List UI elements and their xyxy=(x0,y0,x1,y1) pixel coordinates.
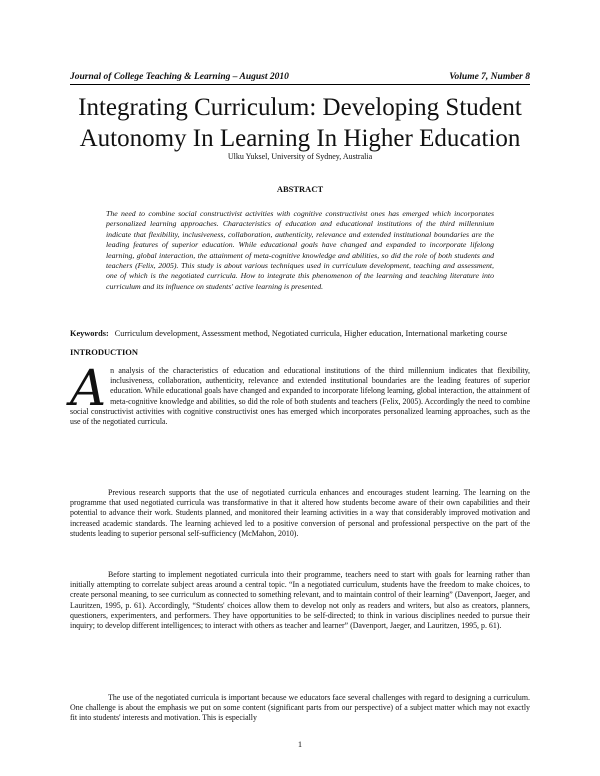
journal-name: Journal of College Teaching & Learning – August 2010 xyxy=(70,72,289,82)
drop-cap: A xyxy=(70,359,107,417)
abstract-heading: ABSTRACT xyxy=(276,184,324,194)
page-number: 1 xyxy=(297,739,303,749)
abstract-text: The need to combine social constructivist activities with cognitive constructivist ones has emerged which incorporates personalized learning approaches. Characteristics of education and educational institutions of the third millennium indicate that flexibility, inclusiveness, collaboration, authenticity, relevance and extended institutional boundaries are the leading features of superior education. While educational goals have changed and expanded to incorporate lifelong learning, global interaction, the attainment of meta-cognitive knowledge and abilities, so did the role of both students and teachers (Felix, 2005). This study is about various techniques used in curriculum development, teaching and assessment, one of which is the negotiated curricula. How to integrate this phenomenon of the learning and teaching literature into curriculum and its influence on students' active learning is presented. xyxy=(106,209,494,291)
keywords xyxy=(70,328,530,339)
paper-title: Integrating Curriculum: Developing Student Autonomy In Learning In Higher Education xyxy=(78,94,522,152)
intro-paragraph-2: Previous research supports that the use of negotiated curricula enhances and encourages student learning. The learning on the programme that used negotiated curricula was transformative in that it altered how students become aware of their own capabilities and their potential to advance their work. Students planned, and monitored their learning activities in a way that considerably improved motivation and increased academic standards. The learning achieved led to a positive conversion of personal and professional perspective on the part of the students leading to superior personal self-sufficiency (McMahon, 2010). xyxy=(70,488,530,538)
intro-paragraph-3: Before starting to implement negotiated curricula into their programme, teachers need to start with goals for learning rather than initially attempting to correlate subject areas around a central topic. “In a negotiated curriculum, students have the freedom to make choices, to create personal meaning, to see curriculum as connected to something relevant, and to maintain control of their learning” (Davenport, Jaeger, and Lauritzen, 1995, p. 61). Accordingly, “Students' choices allow them to develop not only as readers and writers, but also as creators, planners, questioners, experimenters, and performers. They have opportunities to be self-directed; to think in various disciplines needed to pursue their inquiry; to develop different intelligences; to interact with others as teacher and learner” (Davenport, Jaeger, and Lauritzen, 1995, p. 61). xyxy=(70,570,530,631)
intro-paragraph-4: The use of the negotiated curricula is important because we educators face several challenges with regard to designing a curriculum. One challenge is about the emphasis we put on some content (significant parts from our perspective) of a subject matter which may not exactly fit into students' interests and motivation. This is especially xyxy=(70,693,530,723)
running-header xyxy=(70,72,530,85)
keywords-text: Curriculum development, Assessment method, Negotiated curricula, Higher education, International marketing course xyxy=(114,329,508,338)
intro-paragraph-1 xyxy=(70,359,530,427)
intro-paragraph-1-text: n analysis of the characteristics of education and educational institutions of the third millennium indicates that flexibility, inclusiveness, collaboration, authenticity, relevance and extended institutional boundaries are the leading features of superior education. While educational goals have changed and expanded to incorporate lifelong learning, global interaction, the attainment of meta-cognitive knowledge and abilities, so did the role of both students and teachers (Felix, 2005). Accordingly the need to combine social constructivist activities with cognitive constructivist ones has emerged which incorporates personalized learning approaches, such as the use of the negotiated curricula. xyxy=(70,366,530,427)
keywords-label: Keywords: xyxy=(70,329,109,338)
volume-number: Volume 7, Number 8 xyxy=(449,72,530,82)
author-line: Ulku Yuksel, University of Sydney, Australia xyxy=(227,152,373,161)
introduction-heading: INTRODUCTION xyxy=(70,347,139,357)
